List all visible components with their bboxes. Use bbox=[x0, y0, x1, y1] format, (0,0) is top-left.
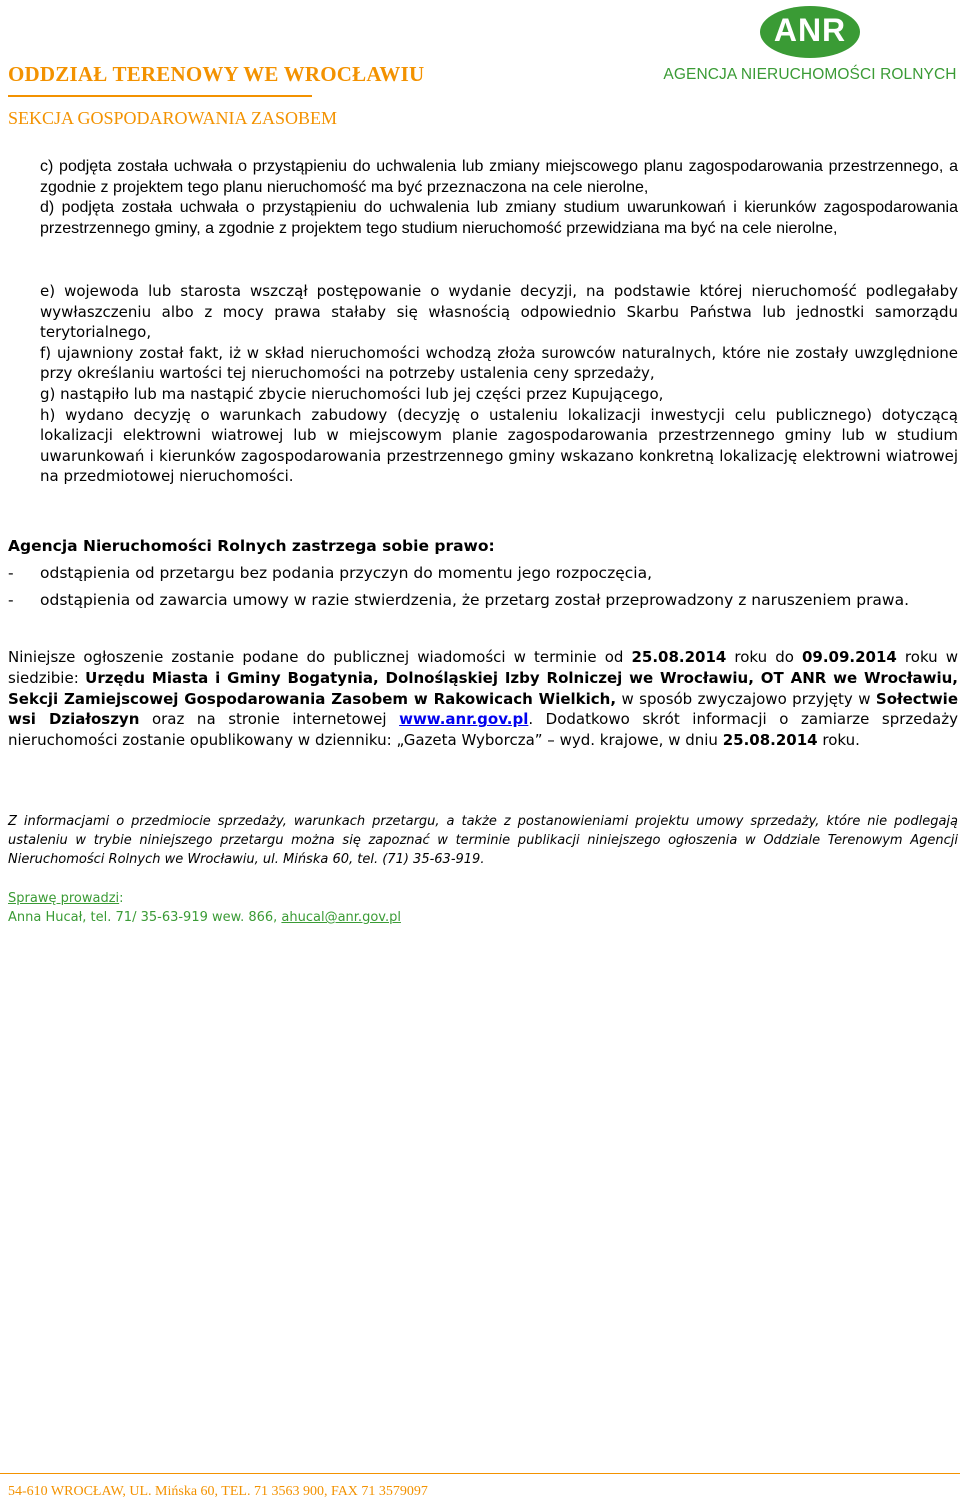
list-item: - odstąpienia od zawarcia umowy w razie stwierdzenia, że przetarg został przeprowadzony z naruszeniem prawa. bbox=[8, 587, 958, 614]
contact-block bbox=[8, 889, 958, 927]
section-title: SEKCJA GOSPODAROWANIA ZASOBEM bbox=[8, 108, 338, 128]
footer-divider bbox=[0, 1473, 960, 1474]
agency-rights-list bbox=[8, 560, 958, 614]
dash-bullet: - bbox=[8, 591, 14, 609]
header-divider bbox=[8, 95, 312, 97]
contact-details-line bbox=[8, 908, 958, 927]
condition-f: f) ujawniony został fakt, iż w skład nieruchomości wchodzą złoża surowców naturalnych, które nie zostały uwzględnione przy określaniu wartości tej nieruchomości na potrzeby ustalenia ceny sprzedaży, bbox=[40, 343, 958, 383]
website-link[interactable]: www.anr.gov.pl bbox=[399, 710, 529, 729]
logo-acronym: ANR bbox=[773, 12, 847, 48]
agency-rights bbox=[8, 533, 958, 614]
publication-notice: Niniejsze ogłoszenie zostanie podane do publicznej wiadomości w terminie od 25.08.2014 roku do 09.09.2014 roku w siedzibie: Urzędu Miasta i Gminy Bogatynia, Dolnośląskiej Izby Rolniczej we Wrocławiu, OT ANR we Wrocławiu, Sekcji Zamiejscowej Gospodarowania Zasobem w Rakowicach Wielkich, w sposób zwyczajowo przyjęty w Sołectwie wsi Działoszyn oraz na stronie internetowej www.anr.gov.pl. Dodatkowo skrót informacji o zamiarze sprzedaży nieruchomości zostanie opublikowany w dzienniku: „Gazeta Wyborcza” – wyd. krajowe, w dniu 25.08.2014 roku. bbox=[8, 648, 958, 750]
conditions-list-cd bbox=[40, 157, 958, 239]
list-item: - odstąpienia od przetargu bez podania przyczyn do momentu jego rozpoczęcia, bbox=[8, 560, 958, 587]
condition-d: d) podjęta została uchwała o przystąpieniu do uchwalenia lub zmiany studium uwarunkowań i kierunków zagospodarowania przestrzennego gminy, a zgodnie z projektem tego studium nieruchomość przewidziana ma być na cele nierolne, bbox=[40, 199, 958, 237]
dash-bullet: - bbox=[8, 564, 14, 582]
publication-date: 25.08.2014 bbox=[722, 731, 818, 750]
seat-locations: Urzędu Miasta i Gminy Bogatynia, Dolnośląskiej Izby Rolniczej we Wrocławiu, OT ANR we Wrocławiu, Sekcji Zamiejscowej Gospodarowania Zasobem w Rakowicach Wielkich, bbox=[8, 668, 958, 708]
contact-details: Anna Hucał, tel. 71/ 35-63-919 wew. 866, bbox=[8, 910, 282, 925]
village-office: Sołectwie wsi Działoszyn bbox=[8, 689, 958, 729]
contact-label: Sprawę prowadzi bbox=[8, 891, 120, 906]
logo-agency-name: AGENCJA NIERUCHOMOŚCI ROLNYCH bbox=[663, 66, 957, 83]
anr-logo bbox=[660, 4, 960, 90]
condition-c: c) podjęta została uchwała o przystąpieniu do uchwalenia lub zmiany miejscowego planu zagospodarowania przestrzennego, a zgodnie z projektem tego planu nieruchomość ma być przeznaczona na cele nierolne, bbox=[40, 158, 958, 196]
date-to: 09.09.2014 bbox=[801, 648, 897, 666]
date-from: 25.08.2014 bbox=[631, 648, 727, 666]
contact-label-line: Sprawę prowadzi: bbox=[8, 891, 124, 906]
email-link[interactable]: ahucal@anr.gov.pl bbox=[281, 910, 401, 925]
agency-rights-heading: Agencja Nieruchomości Rolnych zastrzega sobie prawo: bbox=[8, 537, 495, 555]
information-paragraph: Z informacjami o przedmiocie sprzedaży, warunkach przetargu, a także z postanowieniami projektu umowy sprzedaży, które nie podlegają ustaleniu w trybie niniejszego przetargu można się zapoznać w terminie publikacji niniejszego ogłoszenia w Oddziale Terenowym Agencji Nieruchomości Rolnych we Wrocławiu, ul. Mińska 60, tel. (71) 35-63-919. bbox=[8, 814, 958, 867]
office-title: ODDZIAŁ TERENOWY WE WROCŁAWIU bbox=[8, 62, 425, 86]
footer-address: 54-610 WROCŁAW, UL. Mińska 60, TEL. 71 3563 900, FAX 71 3579097 bbox=[8, 1484, 428, 1499]
condition-g: g) nastąpiło lub ma nastąpić zbycie nieruchomości lub jej części przez Kupującego, bbox=[40, 384, 664, 403]
condition-h: h) wydano decyzję o warunkach zabudowy (decyzję o ustaleniu lokalizacji inwestycji celu publicznego) dotyczącą lokalizacji elektrowni wiatrowej lub w miejscowym planie zagospodarowania przestrzennego gminy lub w studium uwarunkowań i kierunków zagospodarowania przestrzennego gminy wskazano konkretną lokalizację elektrowni wiatrowej na przedmiotowej nieruchomości. bbox=[40, 405, 958, 486]
condition-e: e) wojewoda lub starosta wszczął postępowanie o wydanie decyzji, na podstawie której nieruchomość podlegałaby wywłaszczeniu albo z mocy prawa stałaby się własnością odpowiednio Skarbu Państwa lub jednostki samorządu terytorialnego, bbox=[40, 282, 958, 342]
conditions-list-eh bbox=[40, 281, 958, 487]
